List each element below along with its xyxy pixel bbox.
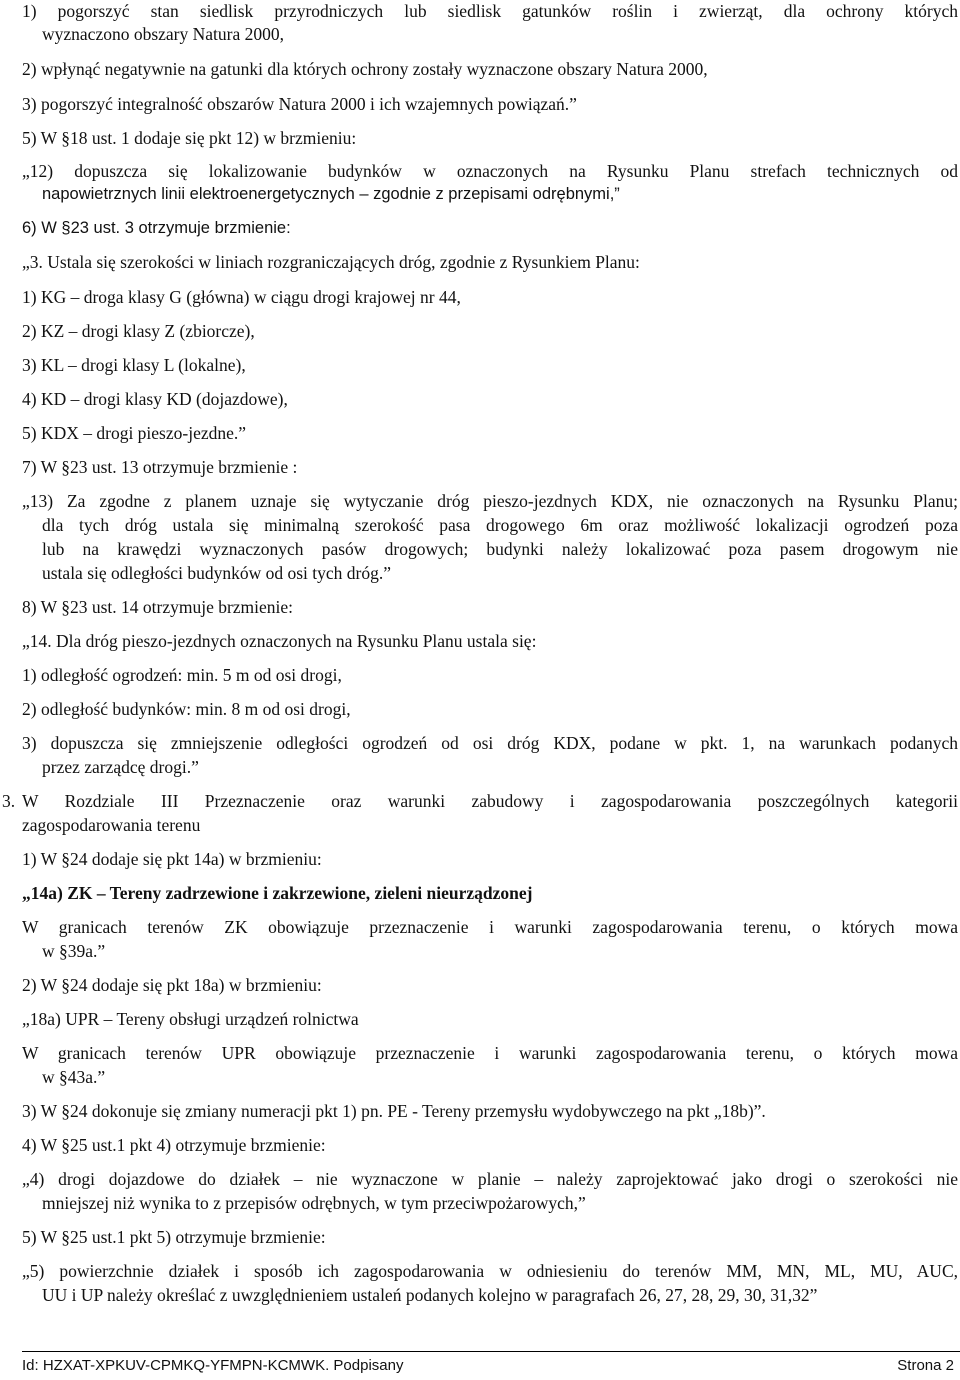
text-line: „14. Dla dróg pieszo-jezdnych oznaczonych na Rysunku Planu ustala się: — [22, 631, 537, 651]
text-line: ustala się odległości budynków od osi tych dróg.” — [42, 563, 391, 583]
text-line: „13) Za zgodne z planem uznaje się wytyczanie dróg pieszo-jezdnych KDX, nie oznaczonych na Rysunku Planu; — [22, 491, 958, 511]
text-line: W granicach terenów UPR obowiązuje przeznaczenie i warunki zagospodarowania terenu, o których mowa — [22, 1043, 958, 1063]
text-line: 5) W §25 ust.1 pkt 5) otrzymuje brzmienie: — [22, 1227, 326, 1247]
text-line: mniejszej niż wynika to z przepisów odrębnych, w tym przeciwpożarowych,” — [42, 1193, 586, 1213]
footer-document-id: Id: HZXAT-XPKUV-CPMKQ-YFMPN-KCMWK. Podpisany — [22, 1357, 404, 1374]
upr-heading: „18a) UPR – Tereny obsługi urządzeń rolnictwa — [22, 1009, 359, 1029]
section-number: 3. — [2, 791, 16, 811]
list-item: 3) dopuszcza się zmniejszenie odległości ogrodzeń od osi dróg KDX, podane w pkt. 1, na warunkach podanych — [22, 733, 958, 753]
list-item: 1) odległość ogrodzeń: min. 5 m od osi drogi, — [22, 665, 342, 685]
text-line: 7) W §23 ust. 13 otrzymuje brzmienie : — [22, 457, 298, 477]
text-line: 2) W §24 dodaje się pkt 18a) w brzmieniu: — [22, 975, 322, 995]
text-line: przez zarządcę drogi.” — [42, 757, 199, 777]
list-item: 4) KD – drogi klasy KD (dojazdowe), — [22, 389, 288, 409]
list-item: 2) odległość budynków: min. 8 m od osi drogi, — [22, 699, 351, 719]
zk-heading: „14a) ZK – Tereny zadrzewione i zakrzewione, zieleni nieurządzonej — [22, 883, 533, 903]
text-line: UU i UP należy określać z uwzględnieniem ustaleń podanych kolejno w paragrafach 26, 27, 28, 29, 30, 31,32” — [42, 1285, 818, 1305]
text-line: 5) W §18 ust. 1 dodaje się pkt 12) w brzmieniu: — [22, 128, 357, 148]
text-line: W granicach terenów ZK obowiązuje przeznaczenie i warunki zagospodarowania terenu, o których mowa — [22, 917, 958, 937]
text-line: 1) W §24 dodaje się pkt 14a) w brzmieniu: — [22, 849, 322, 869]
list-item: 1) KG – droga klasy G (główna) w ciągu drogi krajowej nr 44, — [22, 287, 461, 307]
list-item: 5) KDX – drogi pieszo-jezdne.” — [22, 423, 247, 443]
text-line: „4) drogi dojazdowe do działek – nie wyznaczone w planie – należy zaprojektować jako drogi o szerokości nie — [22, 1169, 958, 1189]
text-line: w §43a.” — [42, 1067, 106, 1087]
list-item: 3) KL – drogi klasy L (lokalne), — [22, 355, 246, 375]
text-line: lub na krawędzi wyznaczonych pasów drogowych; budynki należy lokalizować poza pasem drogowym nie — [42, 539, 958, 559]
text-line: napowietrznych linii elektroenergetycznych – zgodnie z przepisami odrębnymi,” — [42, 185, 620, 203]
text-line: dla tych dróg ustala się minimalną szerokość pasa drogowego 6m oraz możliwość lokalizacji ogrodzeń poza — [42, 515, 958, 535]
footer-page-number: Strona 2 — [897, 1357, 954, 1374]
text-line: 2) wpłynąć negatywnie na gatunki dla których ochrony zostały wyznaczone obszary Natura 2000, — [22, 59, 708, 79]
list-item: 2) KZ – drogi klasy Z (zbiorcze), — [22, 321, 255, 341]
text-line: zagospodarowania terenu — [22, 815, 201, 835]
text-line: „5) powierzchnie działek i sposób ich zagospodarowania w odniesieniu do terenów MM, MN, ML, MU, AUC, — [22, 1261, 958, 1281]
text-line: 6) W §23 ust. 3 otrzymuje brzmienie: — [22, 219, 291, 237]
text-line: 4) W §25 ust.1 pkt 4) otrzymuje brzmienie: — [22, 1135, 326, 1155]
text-line: 3) W §24 dokonuje się zmiany numeracji pkt 1) pn. PE - Tereny przemysłu wydobywczego na pkt „18b)”. — [22, 1101, 766, 1121]
section-heading: W Rozdziale III Przeznaczenie oraz warunki zabudowy i zagospodarowania poszczególnych kategorii — [22, 791, 958, 811]
text-line: 3) pogorszyć integralność obszarów Natura 2000 i ich wzajemnych powiązań.” — [22, 94, 577, 114]
text-line: 8) W §23 ust. 14 otrzymuje brzmienie: — [22, 597, 294, 617]
text-line: wyznaczono obszary Natura 2000, — [42, 24, 284, 44]
text-line: 1) pogorszyć stan siedlisk przyrodniczych lub siedlisk gatunków roślin i zwierząt, dla ochrony których — [22, 1, 958, 21]
text-line: „12) dopuszcza się lokalizowanie budynków w oznaczonych na Rysunku Planu strefach technicznych od — [22, 161, 958, 181]
footer-divider — [22, 1351, 960, 1352]
text-line: „3. Ustala się szerokości w liniach rozgraniczających dróg, zgodnie z Rysunkiem Planu: — [22, 252, 640, 272]
text-line: w §39a.” — [42, 941, 106, 961]
